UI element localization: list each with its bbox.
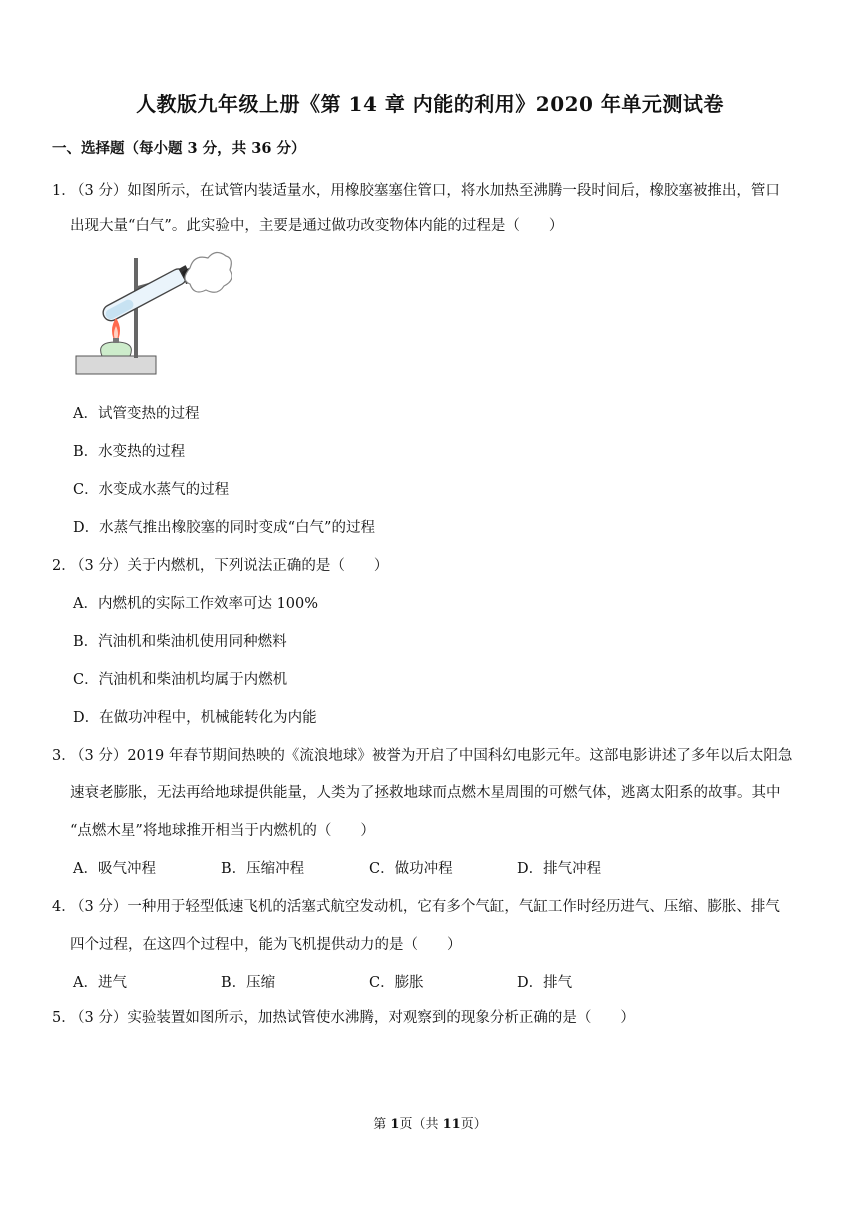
question-2-option-b: B．汽油机和柴油机使用同种燃料 <box>73 634 287 650</box>
question-4-line-2: 四个过程，在这四个过程中，能为飞机提供动力的是（ ） <box>70 937 462 953</box>
question-2-option-a: A．内燃机的实际工作效率可达 100% <box>73 596 319 612</box>
question-3-options <box>73 857 665 878</box>
page-footer <box>0 1113 860 1132</box>
page-title: 人教版九年级上册《第 14 章 内能的利用》2020 年单元测试卷 <box>136 92 724 116</box>
question-3-option-a: A．吸气冲程 <box>73 861 156 877</box>
question-4-option-c: C．膨胀 <box>369 975 424 991</box>
question-4-options <box>73 971 665 992</box>
question-3-line-3: “点燃木星”将地球推开相当于内燃机的（ ） <box>70 823 375 839</box>
question-4-number: 4． <box>52 899 76 915</box>
footer-middle: 页（共 <box>399 1117 443 1132</box>
question-1-line-2: 出现大量“白气”。此实验中，主要是通过做功改变物体内能的过程是（ ） <box>70 218 564 234</box>
footer-page-number: 1 <box>390 1117 400 1132</box>
question-3-option-d: D．排气冲程 <box>517 861 602 877</box>
question-1-option-b: B．水变热的过程 <box>73 444 186 460</box>
question-2-line-1: （3 分）关于内燃机，下列说法正确的是（ ） <box>70 558 389 574</box>
question-4-line-1: （3 分）一种用于轻型低速飞机的活塞式航空发动机，它有多个气缸，气缸工作时经历进气、压缩、膨胀、排气 <box>70 899 780 915</box>
question-2-option-d: D．在做功冲程中，机械能转化为内能 <box>73 710 317 726</box>
footer-suffix: 页） <box>460 1117 487 1132</box>
question-3-line-1: （3 分）2019 年春节期间热映的《流浪地球》被誉为开启了中国科幻电影元年。这部电影讲述了多年以后太阳急 <box>70 748 793 764</box>
question-4-option-b: B．压缩 <box>221 975 276 991</box>
footer-prefix: 第 <box>373 1117 391 1132</box>
question-2-option-c: C．汽油机和柴油机均属于内燃机 <box>73 672 288 688</box>
test-tube-experiment-figure <box>72 250 232 380</box>
question-1-option-a: A．试管变热的过程 <box>73 406 200 422</box>
question-1-line-1: （3 分）如图所示，在试管内装适量水，用橡胶塞塞住管口，将水加热至沸腾一段时间后，橡胶塞被推出，管口 <box>70 183 780 199</box>
footer-total-pages: 11 <box>442 1117 461 1132</box>
question-1-option-c: C．水变成水蒸气的过程 <box>73 482 230 498</box>
question-3-option-c: C．做功冲程 <box>369 861 453 877</box>
question-3-option-b: B．压缩冲程 <box>221 861 305 877</box>
section-heading: 一、选择题（每小题 3 分，共 36 分） <box>52 140 306 157</box>
question-5-line-1: （3 分）实验装置如图所示，加热试管使水沸腾，对观察到的现象分析正确的是（ ） <box>70 1010 635 1026</box>
question-4-option-d: D．排气 <box>517 975 573 991</box>
question-5-number: 5． <box>52 1010 76 1026</box>
question-3-line-2: 速衰老膨胀，无法再给地球提供能量，人类为了拯救地球而点燃木星周围的可燃气体，逃离太阳系的故事。其中 <box>70 785 781 801</box>
question-1-number: 1． <box>52 183 76 199</box>
question-4-option-a: A．进气 <box>73 975 127 991</box>
question-2-number: 2． <box>52 558 76 574</box>
question-3-number: 3． <box>52 748 76 764</box>
question-1-option-d: D．水蒸气推出橡胶塞的同时变成“白气”的过程 <box>73 520 375 536</box>
